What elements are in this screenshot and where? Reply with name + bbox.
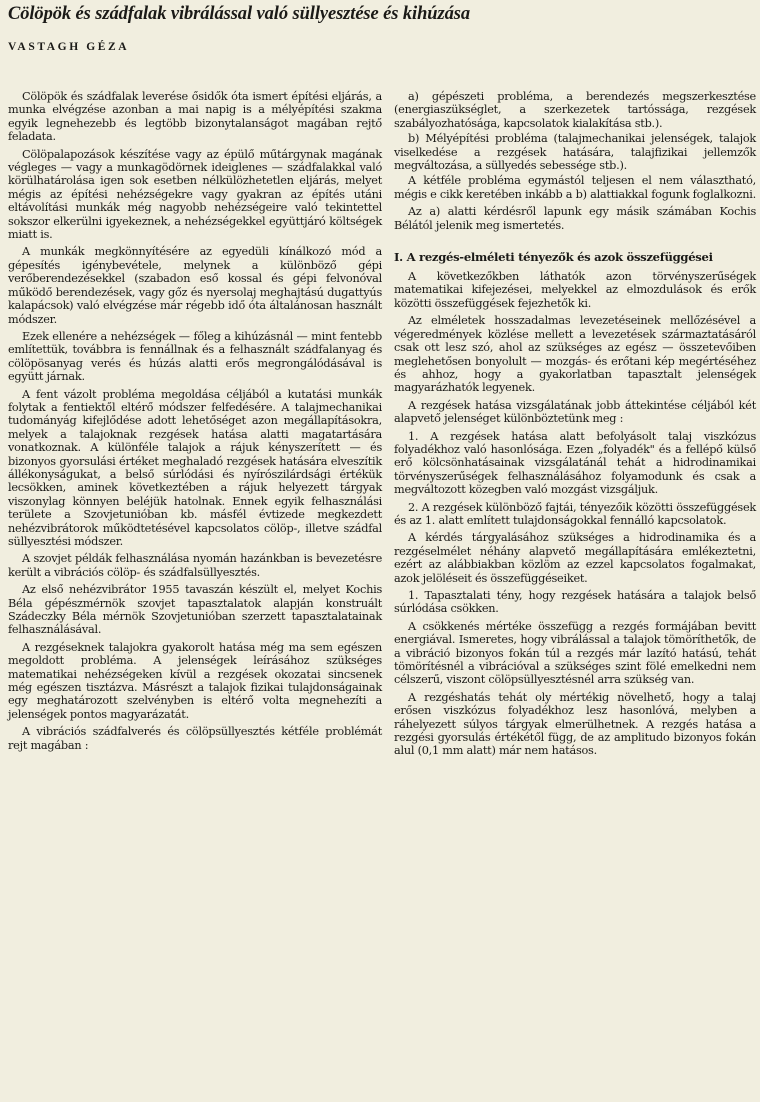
body-paragraph: 2. A rezgések különböző fajtái, tényezőik közötti összefüggések és az 1. alatt említett tulajdonságokkal fennálló kapcsolatok. (394, 500, 756, 527)
body-paragraph: A rezgéseknek talajokra gyakorolt hatása még ma sem egészen megoldott probléma. A jelenségek leírásához szükséges matematikai nehézségeken kívül a rezgések okozatai sincsenek még egészen tisztázva. Másrészt a talajok fizikai tulajdonságainak egy meghatározott szelvényben is eltérő volta megnehezíti a jelenségek pontos magyarázatát. (8, 640, 382, 721)
body-paragraph: Az elméletek hosszadalmas levezetéseinek mellőzésével a végeredmények közlése mellett a levezetések származtatásáról csak ott lesz szó, ahol az szükséges az egész — összetevőiben meglehetősen bonyolult — mozgás- és erőtani kép megértéséhez és ahhoz, hogy a gyakorlatban tapasztalt jelenségek magyarázhatók legyenek. (394, 314, 756, 395)
body-paragraph: A vibrációs szádfalverés és cölöpsüllyesztés kétféle problémát rejt magában : (8, 725, 382, 752)
body-paragraph: A szovjet példák felhasználása nyomán hazánkban is bevezetésre került a vibrációs cölöp- és szádfalsüllyesztés. (8, 552, 382, 579)
article-title: Cölöpök és szádfalak vibrálással való süllyesztése és kihúzása (8, 4, 470, 24)
left-column (8, 90, 382, 1102)
body-paragraph: b) Mélyépítési probléma (talajmechanikai jelenségek, talajok viselkedése a rezgések hatására, talajfizikai jellemzők megváltozása, a süllyedés sebessége stb.). (394, 132, 756, 173)
body-paragraph: A kérdés tárgyalásához szükséges a hidrodinamika és a rezgéselmélet néhány alapvető megállapítására emlékeztetni, ezért az alábbiakban közlöm az ezzel kapcsolatos fogalmakat, azok jelöléseit és összefüggéseiket. (394, 531, 756, 585)
right-column (394, 90, 756, 1102)
body-paragraph: Cölöpalapozások készítése vagy az épülő műtárgynak magának végleges — vagy a munkagödörnek ideiglenes — szádfalakkal való körülhatárolása igen sok esetben nélkülözhetetlen eljárás, melyet mégis az építési nehézségekre vagy gyakran az építés utáni eltávolítási munkák még nagyobb nehézségeire való tekintettel sokszor elkerülni igyekeznek, a nehézségekkel együttjáró költségek miatt is. (8, 147, 382, 242)
author-name: VASTAGH GÉZA (8, 41, 130, 53)
body-paragraph: A csökkenés mértéke összefügg a rezgés formájában bevitt energiával. Ismeretes, hogy vibrálással a talajok tömöríthetők, de a vibráció bizonyos fokán túl a rezgés már lazító hatású, tehát tömörítésnél a vibrációval a szükséges szint fölé emelkedni nem célszerű, viszont cölöpsüllyesztésnél arra szükség van. (394, 619, 756, 687)
body-paragraph: A következőkben láthatók azon törvényszerűségek matematikai kifejezései, melyekkel az elmozdulások és erők közötti összefüggések fejezhetők ki. (394, 270, 756, 310)
body-paragraph: Ezek ellenére a nehézségek — főleg a kihúzásnál — mint fentebb említettük, továbbra is fennállnak és a felhasznált szádfalanyag és cölöpösanyag verés és húzás alatti erős megrongálódásával is együtt járnak. (8, 329, 382, 384)
body-paragraph: A rezgések hatása vizsgálatának jobb áttekintése céljából két alapvető jelenséget különböztetünk meg : (394, 398, 756, 426)
body-paragraph: Cölöpök és szádfalak leverése ősidők óta ismert építési eljárás, a munka elvégzése azonban a mai napig is a mélyépítési szakma egyik legnehezebb és legtöbb bizonytalanságot magában rejtő feladata. (8, 90, 382, 144)
body-paragraph: A rezgéshatás tehát oly mértékig növelhető, hogy a talaj erősen viszkózus folyadékhoz lesz hasonlóvá, melyben a ráhelyezett súlyos tárgyak elmerülhetnek. A rezgés hatása a rezgési gyorsulás értékétől függ, de az amplitudo bizonyos fokán alul (0,1 mm alatt) már nem hatásos. (394, 690, 756, 758)
body-paragraph: A kétféle probléma egymástól teljesen el nem választható, mégis e cikk keretében inkább a b) alattiakkal fogunk foglalkozni. (394, 174, 756, 201)
body-paragraph: Az első nehézvibrátor 1955 tavaszán készült el, melyet Kochis Béla gépészmérnök szovjet tapasztalatok alapján konstruált Szádeczky Béla mérnök Szovjetunióban szerzett tapasztalatainak felhasználásával. (8, 583, 382, 637)
body-paragraph: 1. A rezgések hatása alatt befolyásolt talaj viszkózus folyadékhoz való hasonlósága. Ezen „folyadék" és a fellépő külső erő kölcsönhatásainak vizsgálatánál tehát a hidrodinamikai törvényszerűségek felhasználásához folyamodunk és csak a megváltozott közegben való mozgást vizsgáljuk. (394, 429, 756, 497)
section-heading: I. A rezgés-elméleti tényezők és azok összefüggései (394, 250, 713, 265)
body-paragraph: 1. Tapasztalati tény, hogy rezgések hatására a talajok belső súrlódása csökken. (394, 589, 756, 616)
body-paragraph: a) gépészeti probléma, a berendezés megszerkesztése (energiaszükséglet, a szerkezetek tartóssága, rezgések szabályozhatósága, kapcsolatok kialakítása stb.). (394, 90, 756, 130)
body-paragraph: Az a) alatti kérdésről lapunk egy másik számában Kochis Bélától jelenik meg ismertetés. (394, 205, 756, 232)
body-paragraph: A munkák megkönnyítésére az egyedüli kínálkozó mód a gépesítés igénybevétele, melynek a különböző gépi verőberendezésekkel (szabadon eső kossal és gépi felvonóval működő berendezések, vagy gőz és nyersolaj meghajtású dugattyús kalapácsok) való elvégzése már régebb idő óta általánosan használt módszer. (8, 245, 382, 326)
body-paragraph: A fent vázolt probléma megoldása céljából a kutatási munkák folytak a fentiektől eltérő módszer felfedésére. A talajmechanikai tudományág kifejlődése adott lehetőséget azon megállapításokra, melyek a talajoknak rezgések hatása alatti magatartására vonatkoznak. A különféle talajok a rájuk kényszerített — és bizonyos gyorsulási értéket meghaladó rezgések hatására elveszítik állékonyságukat, a belső súrlódási és nyírószilárdsági értékük lecsökken, aminek következtében a rájuk helyezett tárgyak viszonylag könnyen beléjük hatolnak. Ennek egyik felhasználási területe a Szovjetunióban kb. másfél évtizede megkezdett nehézvibrátorok működtetésével kapcsolatos cölöp-, illetve szádfal süllyesztési módszer. (8, 387, 382, 548)
